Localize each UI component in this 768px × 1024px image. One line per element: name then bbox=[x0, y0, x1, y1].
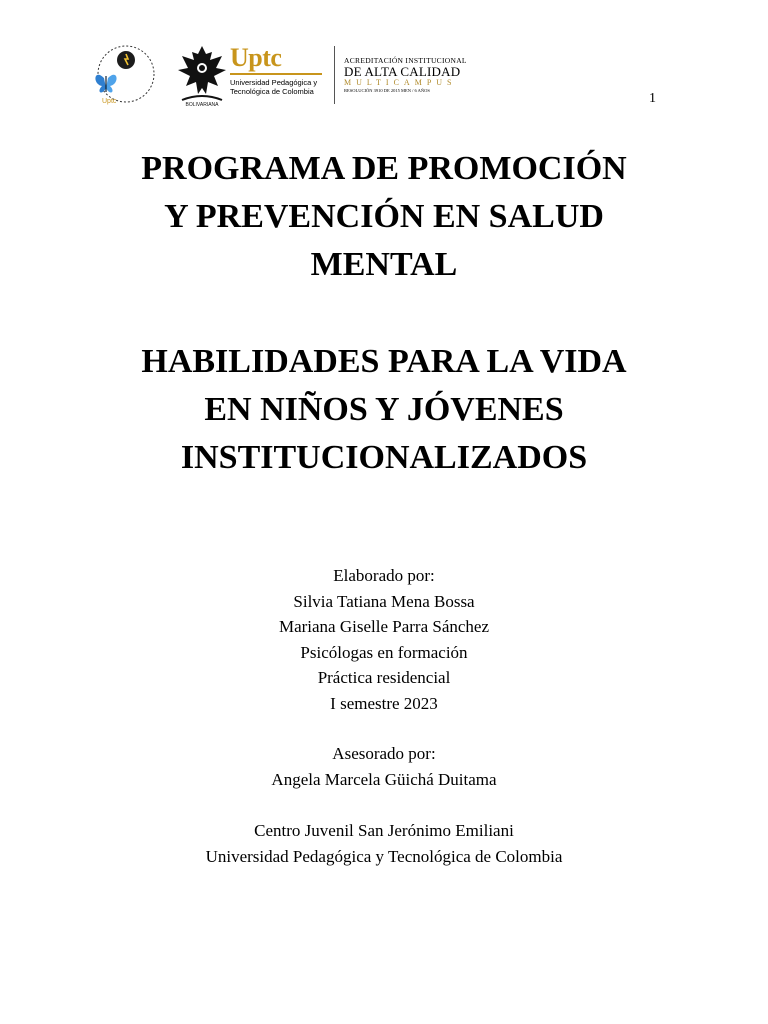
author-2: Mariana Giselle Parra Sánchez bbox=[278, 617, 490, 636]
eagle-coat-of-arms-icon bbox=[174, 42, 230, 108]
advisor-block bbox=[0, 741, 768, 792]
uptc-underline bbox=[230, 73, 322, 75]
header-logos bbox=[88, 40, 508, 110]
program-title-line3: MENTAL bbox=[310, 246, 458, 283]
uptc-line2: Tecnológica de Colombia bbox=[230, 87, 314, 96]
uptc-logo bbox=[230, 44, 326, 108]
subtitle-line3: INSTITUCIONALIZADOS bbox=[180, 439, 588, 476]
accr-line1: ACREDITACIÓN INSTITUCIONAL bbox=[344, 56, 467, 65]
accr-line4: RESOLUCIÓN 3910 DE 2015 MEN / 6 AÑOS bbox=[344, 88, 430, 93]
butterfly-icon bbox=[95, 75, 116, 93]
elaborated-label: Elaborado por: bbox=[333, 566, 435, 585]
subtitle-line2: EN NIÑOS Y JÓVENES bbox=[204, 391, 564, 428]
authors-block bbox=[0, 563, 768, 716]
program-title bbox=[0, 145, 768, 289]
accreditation-seal bbox=[344, 56, 484, 94]
uptc-brand: Uptc bbox=[230, 43, 282, 72]
university-name: Universidad Pedagógica y Tecnológica de Colombia bbox=[205, 846, 563, 866]
institution-block bbox=[0, 818, 768, 869]
logo2-text: BOLIVARIANA bbox=[185, 102, 219, 108]
authors-role: Psicólogas en formación bbox=[300, 642, 468, 662]
center-name: Centro Juvenil San Jerónimo Emiliani bbox=[254, 821, 514, 840]
program-title-line1: PROGRAMA DE PROMOCIÓN bbox=[141, 150, 627, 187]
program-title-line2: Y PREVENCIÓN EN SALUD bbox=[164, 198, 604, 235]
advisor-name: Angela Marcela Güichá Duitama bbox=[271, 769, 497, 789]
logo1-sub: Uptc bbox=[102, 98, 117, 105]
uptc-line1: Universidad Pedagógica y bbox=[230, 78, 318, 87]
psychology-school-logo bbox=[88, 40, 160, 110]
page-number: 1 bbox=[649, 91, 656, 106]
author-1: Silvia Tatiana Mena Bossa bbox=[293, 591, 475, 611]
header-divider bbox=[334, 46, 335, 104]
accr-line3: MULTICAMPUS bbox=[344, 78, 457, 87]
semester: I semestre 2023 bbox=[330, 693, 438, 713]
advised-label: Asesorado por: bbox=[332, 744, 436, 763]
practice-type: Práctica residencial bbox=[317, 668, 451, 687]
accr-line2: DE ALTA CALIDAD bbox=[344, 64, 461, 79]
subtitle-line1: HABILIDADES PARA LA VIDA bbox=[141, 343, 627, 380]
program-subtitle bbox=[0, 338, 768, 482]
